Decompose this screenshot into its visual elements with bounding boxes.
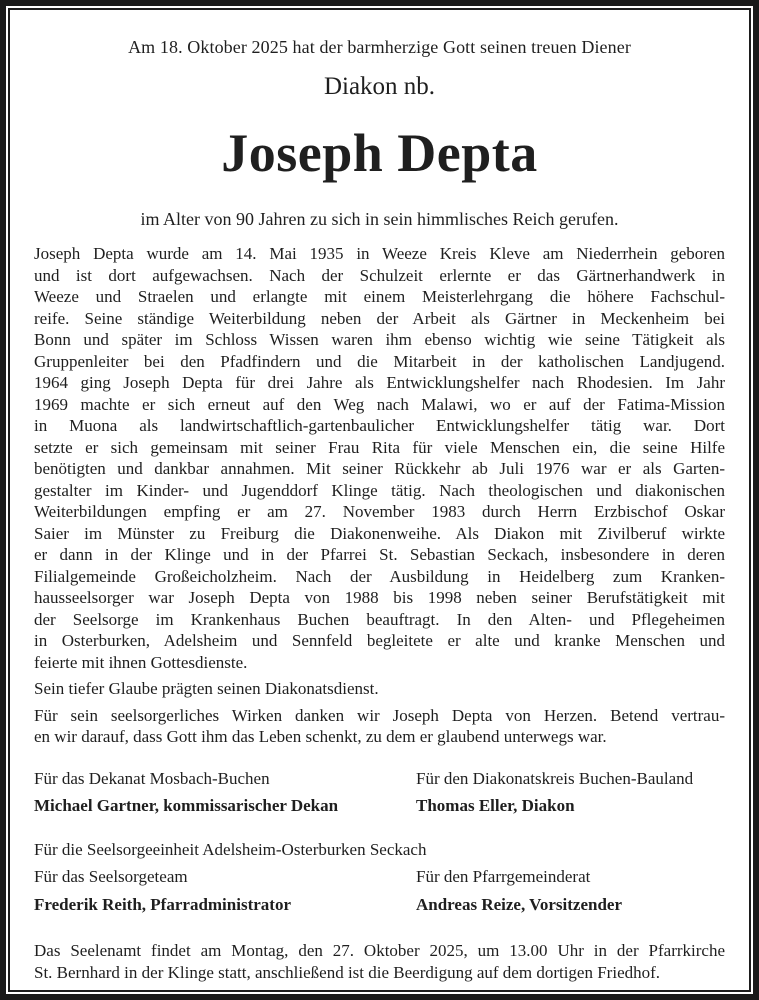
- bio-line: Weeze und Straelen und erlangte mit einem Meisterlehrgang die höhere Fachschul-: [34, 287, 725, 306]
- signatures: [34, 768, 725, 916]
- honorific-title: Diakon nb.: [323, 73, 436, 100]
- dekanat-name: Michael Gartner, kommissarischer Dekan: [34, 796, 339, 815]
- bio-line: Bonn und später im Schloss Wissen waren ihm ebenso wichtig wie seine Tätigkeit als: [34, 330, 725, 349]
- bio-line: der Seelsorge im Krankenhaus Buchen beauftragt. In den Alten- und Pflegeheimen: [34, 609, 725, 629]
- bio-line: 1964 ging Joseph Depta für drei Jahre als Entwicklungshelfer nach Rhodesien. Im Jahr: [34, 373, 725, 392]
- bio-line: Weiterbildungen empfing er am 27. November 1983 durch Herrn Erzbischof Oskar: [34, 502, 725, 521]
- bio-line: setzte er sich gemeinsam mit seiner Frau Rita für viele Menschen ein, die seine Hilfe: [34, 437, 725, 457]
- diakonatskreis-name: Thomas Eller, Diakon: [416, 796, 575, 815]
- bio-line: Joseph Depta wurde am 14. Mai 1935 in Weeze Kreis Kleve am Niederrhein geboren: [34, 244, 725, 263]
- signature-row: [34, 768, 725, 790]
- funeral-line: St. Bernhard in der Klinge statt, anschließend ist die Beerdigung auf dem dortigen Friedhof.: [34, 962, 661, 982]
- seelsorgeeinheit-line: Für die Seelsorgeeinheit Adelsheim-Osterburken Seckach: [34, 839, 427, 859]
- deceased-name: Joseph Depta: [221, 123, 538, 183]
- bio-line: Filialgemeinde Großeicholzheim. Nach der Ausbildung in Heidelberg zum Kranken-: [34, 566, 725, 586]
- pfarrgemeinderat-label: Für den Pfarrgemeinderat: [416, 867, 591, 886]
- bio-line: in Muona als landwirtschaftlich-gartenbaulicher Entwicklungshelfer tätig war. Dort: [34, 416, 725, 435]
- seelsorgeteam-name: Frederik Reith, Pfarradministrator: [34, 894, 291, 914]
- biography: [34, 243, 725, 673]
- bio-line: gestalter im Kinder- und Jugenddorf Klinge tätig. Nach theologischen und diakonischen: [34, 480, 725, 500]
- faith-line: Sein tiefer Glaube prägten seinen Diakonatsdienst.: [34, 679, 379, 698]
- thanks-line: en wir darauf, dass Gott ihm das Leben schenkt, zu dem er glaubend unterwegs war.: [34, 727, 607, 746]
- seelsorgeteam-label: Für das Seelsorgeteam: [34, 867, 188, 886]
- signature-row: [34, 795, 725, 817]
- bio-line: 1969 machte er sich erneut auf den Weg nach Malawi, wo er auf der Fatima-Mission: [34, 394, 725, 414]
- bio-line: in Osterburken, Adelsheim und Sennfeld begleitete er alte und kranke Menschen und: [34, 631, 725, 650]
- bio-line: Saier im Münster zu Freiburg die Diakonenweihe. Als Diakon mit Zivilberuf wirkte: [34, 523, 725, 543]
- funeral-info: [34, 940, 725, 983]
- pfarrgemeinderat-name: Andreas Reize, Vorsitzender: [416, 894, 623, 914]
- signature-row: [34, 894, 725, 916]
- intro-line: Am 18. Oktober 2025 hat der barmherzige Gott seinen treuen Diener: [128, 37, 631, 57]
- bio-line: er dann in der Klinge und in der Pfarrei St. Sebastian Seckach, insbesondere in deren: [34, 545, 725, 564]
- funeral-line: Das Seelenamt findet am Montag, den 27. Oktober 2025, um 13.00 Uhr in der Pfarrkirche: [34, 941, 725, 960]
- subline: im Alter von 90 Jahren zu sich in sein himmlisches Reich gerufen.: [140, 209, 619, 229]
- bio-line: reife. Seine ständige Weiterbildung neben der Arbeit als Gärtner in Meckenheim bei: [34, 308, 725, 328]
- thanks-paragraph: [34, 705, 725, 748]
- bio-line: benötigten und dankbar annahmen. Mit seiner Rückkehr ab Juli 1976 war er als Garten-: [34, 459, 725, 478]
- obituary-page: [8, 8, 751, 992]
- bio-line: Gruppenleiter bei den Pfadfindern und die Mitarbeit in der katholischen Landjugend.: [34, 351, 725, 371]
- dekanat-label: Für das Dekanat Mosbach-Buchen: [34, 768, 270, 788]
- bio-line: und ist dort aufgewachsen. Nach der Schulzeit erlernte er das Gärtnerhandwerk in: [34, 265, 725, 285]
- signature-row: [34, 866, 725, 888]
- bio-line: hausseelsorger war Joseph Depta von 1988 bis 1998 neben seiner Berufstätigkeit mit: [34, 588, 725, 607]
- diakonatskreis-label: Für den Diakonatskreis Buchen-Bauland: [416, 768, 694, 788]
- thanks-line: Für sein seelsorgerliches Wirken danken wir Joseph Depta von Herzen. Betend vertrau-: [34, 705, 725, 725]
- bio-line: feierte mit ihnen Gottesdienste.: [34, 652, 248, 672]
